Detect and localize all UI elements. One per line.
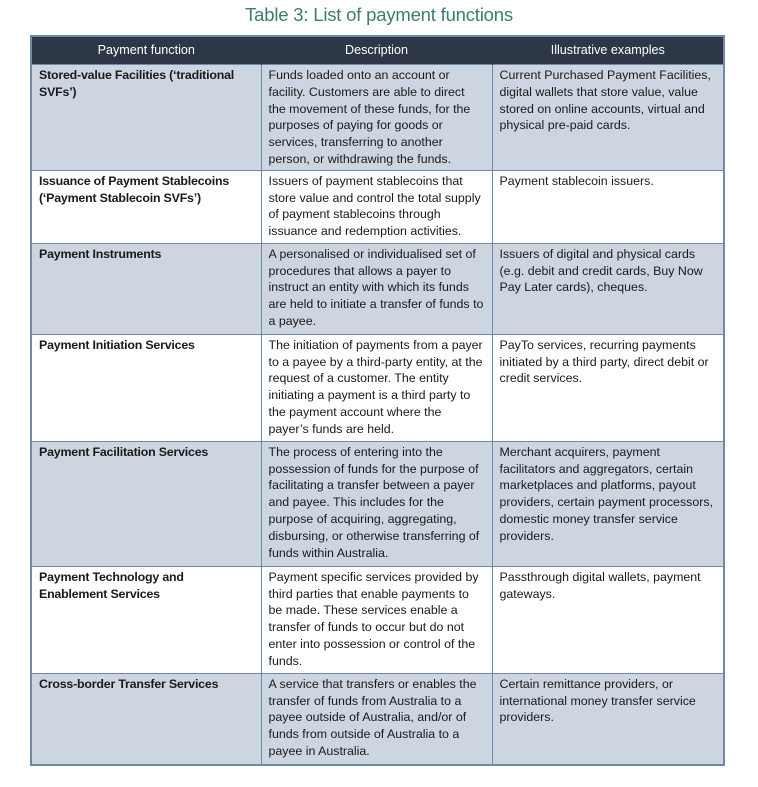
cell-function: Issuance of Payment Stablecoins (‘Payment Stablecoin SVFs’) [31,170,261,243]
cell-examples: Payment stablecoin issuers. [492,170,724,243]
cell-description: Payment specific services provided by third parties that enable payments to be made. These services enable a transfer of funds to occur but do not enter into possession or control of the funds. [261,566,492,673]
table-row [31,243,724,334]
table-title: Table 3: List of payment functions [245,4,513,25]
cell-examples: Current Purchased Payment Facilities, digital wallets that store value, value stored on online accounts, virtual and physical pre-paid cards. [492,65,724,171]
cell-description: Issuers of payment stablecoins that store value and control the total supply of payment stablecoins through issuance and redemption activities. [261,170,492,243]
header-description: Description [261,36,492,65]
table-row [31,441,724,566]
cell-description: Funds loaded onto an account or facility. Customers are able to direct the movement of these funds, for the purposes of paying for goods or services, transferring to another person, or withdrawing the funds. [261,65,492,171]
cell-function: Payment Instruments [31,243,261,334]
cell-function: Cross-border Transfer Services [31,673,261,765]
table-row [31,673,724,765]
table-row [31,334,724,441]
cell-function: Stored-value Facilities (‘traditional SVFs’) [31,65,261,171]
payment-functions-table [30,35,725,766]
cell-description: The process of entering into the possession of funds for the purpose of facilitating a transfer between a payer and payee. This includes for the purpose of acquiring, aggregating, disbursing, or otherwise transferring of funds within Australia. [261,441,492,566]
cell-description: A service that transfers or enables the transfer of funds from Australia to a payee outside of Australia, and/or of funds from outside of Australia to a payee in Australia. [261,673,492,765]
header-payment-function: Payment function [31,36,261,65]
table-row [31,170,724,243]
cell-description: The initiation of payments from a payer to a payee by a third-party entity, at the request of a customer. The entity initiating a payment is a third party to the payment account where the payer’s funds are held. [261,334,492,441]
table-header-row [31,36,724,65]
cell-function: Payment Initiation Services [31,334,261,441]
cell-function: Payment Technology and Enablement Services [31,566,261,673]
cell-examples: Issuers of digital and physical cards (e.g. debit and credit cards, Buy Now Pay Later cards), cheques. [492,243,724,334]
cell-examples: Certain remittance providers, or international money transfer service providers. [492,673,724,765]
cell-examples: Passthrough digital wallets, payment gateways. [492,566,724,673]
cell-examples: PayTo services, recurring payments initiated by a third party, direct debit or credit services. [492,334,724,441]
table-row [31,65,724,171]
header-illustrative-examples: Illustrative examples [492,36,724,65]
cell-examples: Merchant acquirers, payment facilitators and aggregators, certain marketplaces and platforms, payout providers, certain payment processors, domestic money transfer service providers. [492,441,724,566]
table-row [31,566,724,673]
cell-function: Payment Facilitation Services [31,441,261,566]
cell-description: A personalised or individualised set of procedures that allows a payer to instruct an entity with which its funds are held to initiate a transfer of funds to a payee. [261,243,492,334]
